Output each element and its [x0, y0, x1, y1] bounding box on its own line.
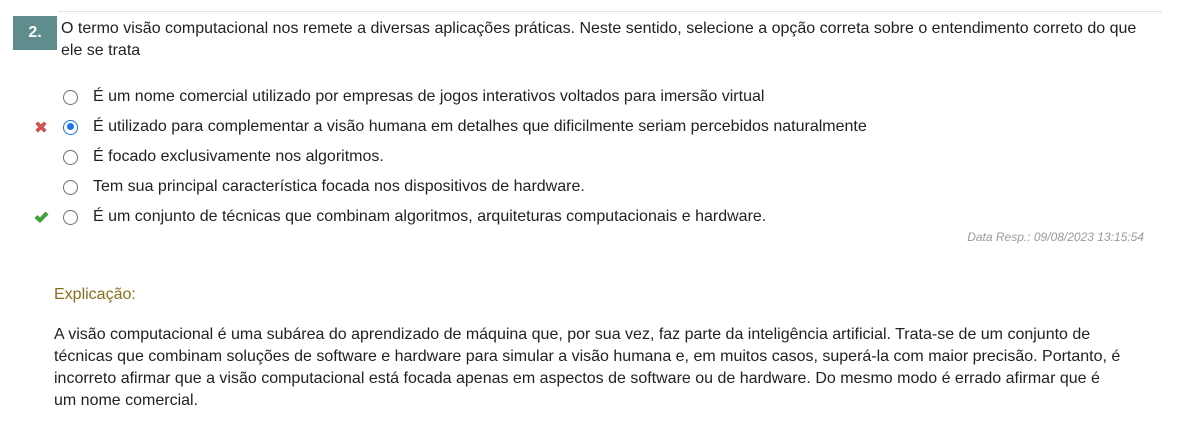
- option-2-label[interactable]: É utilizado para complementar a visão humana em detalhes que dificilmente seriam percebidos naturalmente: [93, 118, 867, 135]
- option-4[interactable]: [0, 172, 1177, 202]
- checkmark-icon: [33, 209, 49, 225]
- question-text: O termo visão computacional nos remete a diversas aplicações práticas. Neste sentido, selecione a opção correta sobre o entendimento correto do que ele se trata: [61, 20, 1137, 59]
- response-date: Data Resp.: 09/08/2023 13:15:54: [967, 230, 1144, 244]
- explanation-text: A visão computacional é uma subárea do aprendizado de máquina que, por sua vez, faz parte da inteligência artificial. Trata-se de um conjunto de técnicas que combinam soluções de software e hardware para simular a visão humana e, em muitos casos, superá-la com maior precisão. Portanto, é incorreto afirmar que a visão computacional está focada apenas em aspectos de software ou de hardware. Do mesmo modo é errado afirmar que é um nome comercial.: [54, 326, 1121, 409]
- option-3-radio[interactable]: [63, 150, 78, 165]
- option-5-label[interactable]: É um conjunto de técnicas que combinam algoritmos, arquiteturas computacionais e hardware.: [93, 208, 767, 225]
- cross-icon: [33, 119, 49, 135]
- option-1-radio[interactable]: [63, 90, 78, 105]
- option-3-label[interactable]: É focado exclusivamente nos algoritmos.: [93, 148, 384, 165]
- option-5-radio[interactable]: [63, 210, 78, 225]
- option-1[interactable]: [0, 82, 1177, 112]
- option-2-radio[interactable]: [63, 120, 78, 135]
- option-4-label[interactable]: Tem sua principal característica focada nos dispositivos de hardware.: [93, 178, 585, 195]
- question-number-badge: 2.: [13, 16, 57, 50]
- top-divider: [58, 11, 1162, 12]
- option-2[interactable]: [0, 112, 1177, 142]
- option-5[interactable]: [0, 202, 1177, 232]
- explanation-title: Explicação:: [54, 286, 136, 303]
- option-3[interactable]: [0, 142, 1177, 172]
- option-1-label[interactable]: É um nome comercial utilizado por empresas de jogos interativos voltados para imersão virtual: [93, 88, 765, 105]
- option-4-radio[interactable]: [63, 180, 78, 195]
